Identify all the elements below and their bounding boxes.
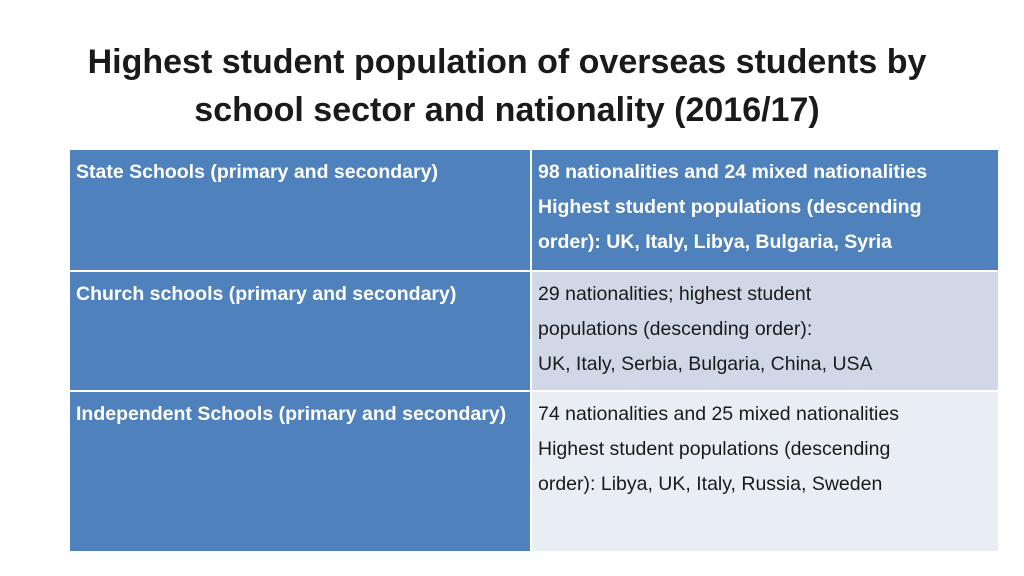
detail-line: populations (descending order): <box>538 318 813 340</box>
table-row-state-schools-sector: State Schools (primary and secondary) <box>70 150 532 270</box>
detail-line: Highest student populations (descending <box>538 438 891 460</box>
detail-line: UK, Italy, Serbia, Bulgaria, China, USA <box>538 353 873 375</box>
table-row-independent-schools-details <box>532 390 998 551</box>
detail-line: order): Libya, UK, Italy, Russia, Sweden <box>538 473 883 495</box>
slide-title-line-1: Highest student population of overseas students by <box>87 43 927 81</box>
table-row-church-schools-details <box>532 270 998 390</box>
slide-title <box>0 38 1014 134</box>
nationality-table <box>70 150 998 551</box>
detail-line: order): UK, Italy, Libya, Bulgaria, Syria <box>538 231 892 253</box>
table-row-church-schools-sector: Church schools (primary and secondary) <box>70 270 532 390</box>
detail-line: Highest student populations (descending <box>538 196 922 218</box>
table-row-independent-schools-sector: Independent Schools (primary and secondary) <box>70 390 532 551</box>
table-row-state-schools-details <box>532 150 998 270</box>
slide-title-line-2: school sector and nationality (2016/17) <box>194 91 820 129</box>
detail-line: 29 nationalities; highest student <box>538 283 812 305</box>
detail-line: 74 nationalities and 25 mixed nationalities <box>538 403 899 425</box>
detail-line: 98 nationalities and 24 mixed nationalities <box>538 161 928 183</box>
